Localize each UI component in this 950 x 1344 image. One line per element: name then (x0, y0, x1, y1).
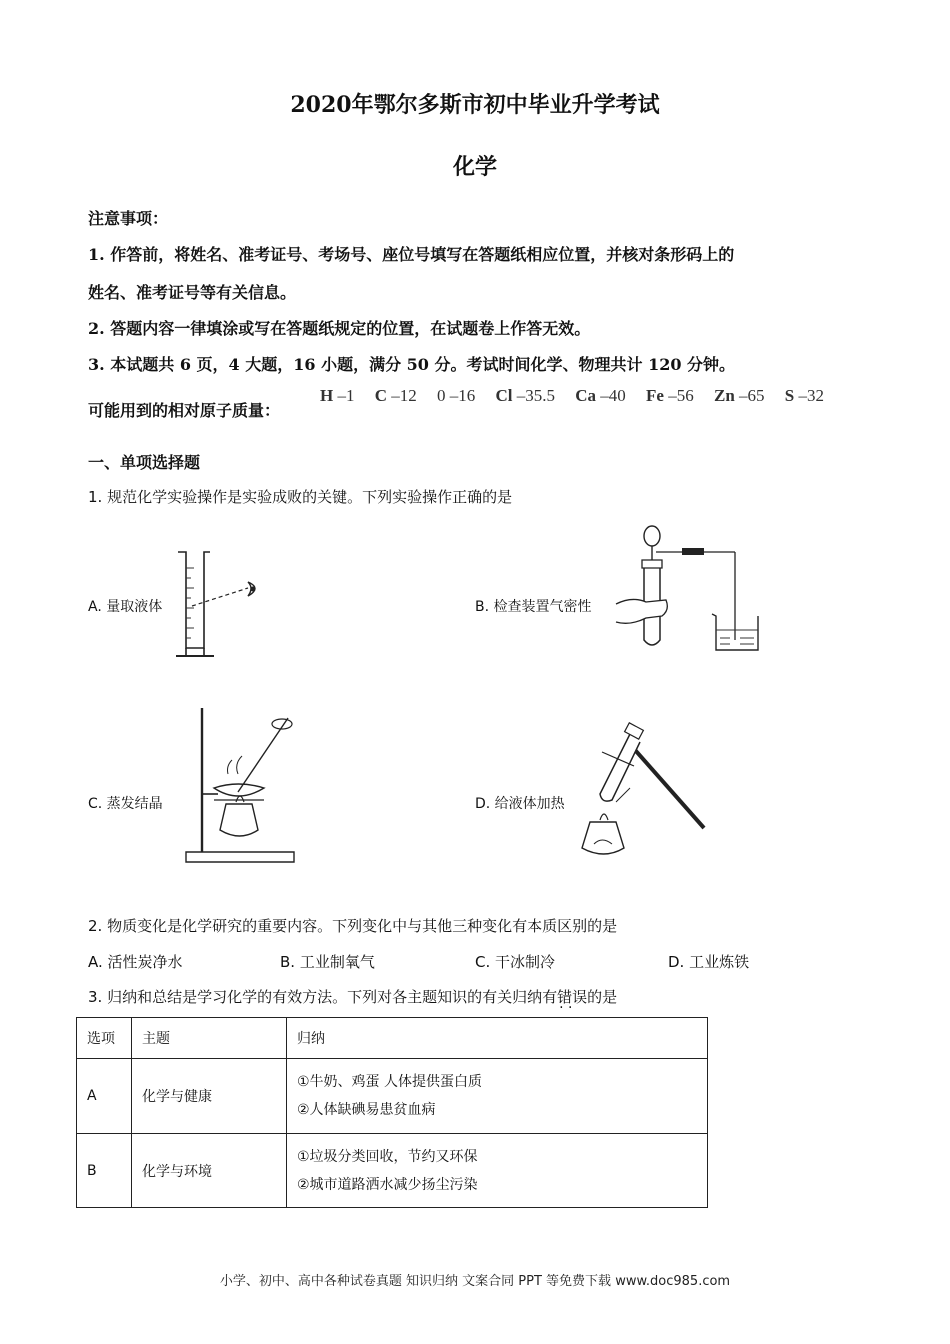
q1-option-d: D. 给液体加热 (475, 796, 565, 812)
mass-item: H –1 (320, 386, 355, 405)
page-footer: 小学、初中、高中各种试卷真题 知识归纳 文案合同 PPT 等免费下载 www.doc985.com (219, 1274, 731, 1289)
mass-item: C –12 (374, 386, 417, 405)
airtightness-check-illustration (612, 522, 762, 657)
atomic-mass-label: 可能用到的相对原子质量： (88, 401, 281, 420)
q2-option-b: B. 工业制氧气 (280, 953, 375, 971)
q2-option-c: C. 干冰制冷 (475, 953, 556, 971)
table-header-row (77, 1018, 708, 1059)
question-3-stem: 3. 归纳和总结是学习化学的有效方法。下列对各主题知识的有关归纳有错误 · ·的是 (88, 986, 617, 1007)
table-cell: 化学与环境 (132, 1134, 287, 1208)
mass-item: 0 –16 (437, 386, 476, 405)
question-1-stem: 1. 规范化学实验操作是实验成败的关键。下列实验操作正确的是 (88, 488, 513, 506)
q2-option-a: A. 活性炭净水 (88, 953, 183, 971)
mass-item: S –32 (784, 386, 824, 405)
table-cell: ①垃圾分类回收，节约又环保 ②城市道路洒水减少扬尘污染 (287, 1134, 708, 1208)
notice-heading: 注意事项： (88, 209, 169, 228)
graduated-cylinder-illustration (170, 548, 270, 663)
exam-title: 2020年鄂尔多斯市初中毕业升学考试 (290, 92, 660, 118)
mass-item: Zn –65 (713, 386, 765, 405)
question-2-stem: 2. 物质变化是化学研究的重要内容。下列变化中与其他三种变化有本质区别的是 (88, 917, 618, 935)
q1-option-b: B. 检查装置气密性 (475, 599, 592, 615)
q1-option-c: C. 蒸发结晶 (88, 796, 163, 812)
mass-item: Ca –40 (575, 386, 626, 405)
liquid-heating-illustration (572, 712, 712, 862)
table-header: 主题 (132, 1018, 287, 1059)
evaporation-setup-illustration (178, 704, 308, 866)
atomic-mass-list (320, 386, 840, 406)
q1-option-a: A. 量取液体 (88, 599, 163, 615)
table-row (77, 1134, 708, 1208)
table-cell: A (77, 1059, 132, 1134)
notice-item-1-line-2: 姓名、准考证号等有关信息。 (88, 283, 297, 302)
table-cell: 化学与健康 (132, 1059, 287, 1134)
section-1-heading: 一、单项选择题 (88, 453, 201, 472)
notice-item-2: 2. 答题内容一律填涂或写在答题纸规定的位置，在试题卷上作答无效。 (88, 319, 591, 338)
subject-title: 化学 (452, 154, 497, 180)
table-row (77, 1059, 708, 1134)
summary-table (76, 1017, 708, 1208)
mass-item: Cl –35.5 (495, 386, 556, 405)
notice-item-1-line-1: 1. 作答前，将姓名、准考证号、考场号、座位号填写在答题纸相应位置，并核对条形码上的 (88, 245, 735, 264)
table-cell: B (77, 1134, 132, 1208)
table-header: 归纳 (287, 1018, 708, 1059)
table-header: 选项 (77, 1018, 132, 1059)
table-cell: ①牛奶、鸡蛋 人体提供蛋白质 ②人体缺碘易患贫血病 (287, 1059, 708, 1134)
notice-item-3: 3. 本试题共 6 页，4 大题，16 小题，满分 50 分。考试时间化学、物理共计 120 分钟。 (88, 355, 736, 374)
emphasis-word: 错误 · · (557, 988, 587, 1006)
q2-option-d: D. 工业炼铁 (668, 953, 750, 971)
mass-item: Fe –56 (646, 386, 694, 405)
